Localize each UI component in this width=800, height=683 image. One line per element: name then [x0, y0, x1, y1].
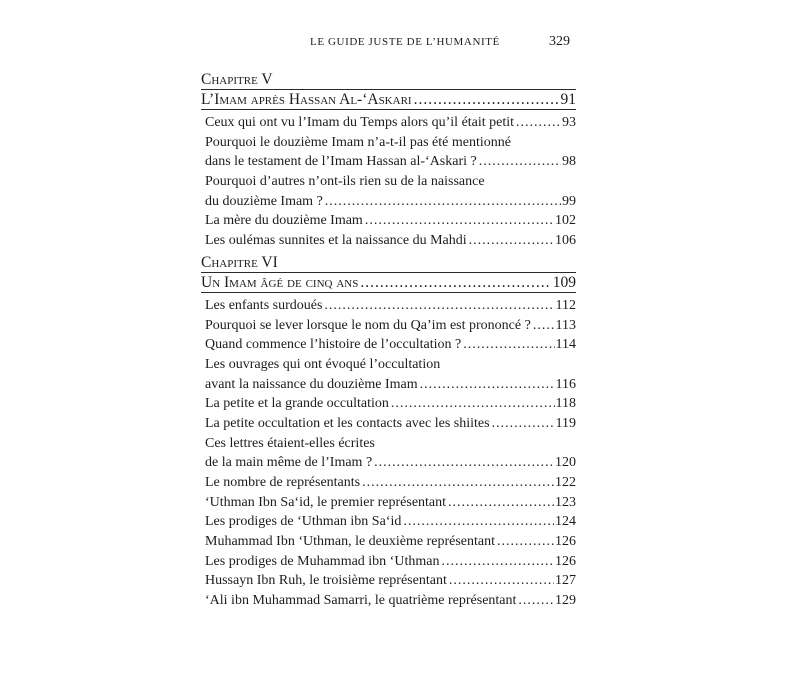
toc-entry-text: Le nombre de représentants: [205, 475, 361, 490]
toc-entry: [201, 394, 576, 414]
toc-entry: [201, 434, 576, 473]
toc-entry-page-number: 116: [555, 376, 576, 392]
toc-entry-line: [205, 192, 576, 212]
toc-entry-text: avant la naissance du douzième Imam: [205, 376, 418, 392]
dot-leader: [518, 591, 554, 611]
toc-entry-text: Hussayn Ibn Ruh, le troisième représentant: [205, 573, 447, 589]
dot-leader: [469, 231, 554, 251]
toc-entry-text: Les ouvrages qui ont évoqué l’occultation: [205, 356, 441, 372]
dot-leader: [492, 414, 555, 434]
toc-entry-page-number: 126: [555, 553, 576, 569]
chapter-title: [201, 89, 576, 110]
toc-entry-page-number: 99: [562, 193, 576, 209]
toc-entry: [201, 113, 576, 133]
toc-entry-page-number: 123: [555, 494, 576, 510]
toc-entry-page-number: 112: [555, 297, 576, 313]
toc-entry-text: La petite et la grande occultation: [205, 396, 389, 412]
toc-entry-line: [205, 414, 576, 434]
chapter-page-number: 91: [560, 91, 576, 108]
toc-entry-page-number: 98: [562, 154, 576, 170]
toc-entry-page-number: 129: [555, 593, 576, 609]
dot-leader: [362, 473, 554, 493]
dot-leader: [441, 552, 554, 572]
toc-entry-page-number: 114: [555, 337, 576, 353]
toc-entry-line: [205, 355, 576, 375]
dot-leader: [365, 211, 554, 231]
toc-entry-text: de la main même de l’Imam ?: [205, 455, 373, 471]
toc-entry-text: Ces lettres étaient-elles écrites: [205, 435, 375, 451]
dot-leader: [403, 512, 554, 532]
chapter-title: [201, 272, 576, 293]
toc-entry-line: [205, 172, 576, 192]
toc-entry-text: Pourquoi se lever lorsque le nom du Qa’im est prononcé ?: [205, 317, 531, 333]
dot-leader: [448, 493, 554, 513]
toc-entry-page-number: 113: [555, 317, 576, 333]
toc-entry-text: du douzième Imam ?: [205, 193, 323, 209]
toc-entry-line: [205, 316, 576, 336]
toc-entry-line: [205, 571, 576, 591]
toc-entry: [201, 532, 576, 552]
toc-entry-text: La petite occultation et les contacts avec les shiites: [205, 415, 490, 431]
toc-entry-text: Les enfants surdoués: [205, 297, 323, 313]
chapter-label: Chapitre V: [201, 71, 273, 88]
dot-leader: [533, 316, 555, 336]
toc-entry-page-number: 126: [555, 534, 576, 550]
toc-entry: [201, 571, 576, 591]
toc-entry-text: La mère du douzième Imam: [205, 213, 363, 229]
chapter-page-number: 109: [552, 273, 576, 291]
toc-entry-text: Les oulémas sunnites et la naissance du Mahdi: [205, 233, 467, 249]
toc-entry: [201, 473, 576, 493]
dot-leader: [325, 192, 561, 212]
toc-entry: [201, 493, 576, 513]
chapter-title-text: L’Imam après Hassan Al-‘Askari: [201, 91, 412, 108]
toc-entry: [201, 552, 576, 572]
toc-entry-text: Quand commence l’histoire de l’occultation ?: [205, 337, 462, 353]
toc-entry-line: [205, 375, 576, 395]
toc-entry: [201, 355, 576, 394]
toc-entry-text: Les prodiges de ‘Uthman ibn Sa‘id: [205, 514, 402, 530]
chapter-label: Chapitre VI: [201, 253, 278, 271]
toc-entry-line: [205, 152, 576, 172]
toc-entry-page-number: 118: [555, 396, 576, 412]
running-title: LE GUIDE JUSTE DE L’HUMANITÉ: [310, 36, 500, 48]
toc-entry: [201, 512, 576, 532]
toc-entry: [201, 316, 576, 336]
page-number: 329: [549, 34, 570, 49]
dot-leader: [479, 152, 561, 172]
table-of-contents: [201, 71, 576, 611]
toc-entry-text: Muhammad Ibn ‘Uthman, le deuxième représentant: [205, 534, 496, 550]
dot-leader: [374, 453, 554, 473]
dot-leader: [360, 273, 549, 292]
toc-entry-text: Les prodiges de Muhammad ibn ‘Uthman: [205, 553, 440, 569]
toc-entry: [201, 335, 576, 355]
dot-leader: [449, 571, 554, 591]
toc-entry-page-number: 124: [555, 514, 576, 530]
toc-entry-line: [205, 493, 576, 513]
toc-entry-page-number: 120: [555, 455, 576, 471]
dot-leader: [391, 394, 555, 414]
toc-entry-text: dans le testament de l’Imam Hassan al-‘Askari ?: [205, 154, 477, 170]
toc-entry-line: [205, 512, 576, 532]
toc-entry-page-number: 119: [555, 415, 576, 431]
toc-entry-text: Pourquoi le douzième Imam n’a-t-il pas été mentionné: [205, 134, 511, 150]
toc-entry-line: [205, 552, 576, 572]
dot-leader: [516, 113, 561, 133]
toc-entry-line: [205, 591, 576, 611]
toc-entry-line: [205, 532, 576, 552]
dot-leader: [497, 532, 554, 552]
toc-entry: [201, 231, 576, 251]
dot-leader: [324, 296, 554, 316]
toc-entry: [201, 133, 576, 172]
dot-leader: [420, 375, 555, 395]
chapter-title-text: Un Imam âgé de cinq ans: [201, 273, 359, 291]
toc-entry-line: [205, 335, 576, 355]
toc-entry-line: [205, 296, 576, 316]
toc-entry-text: Pourquoi d’autres n’ont-ils rien su de la naissance: [205, 174, 485, 190]
toc-entry-line: [205, 231, 576, 251]
toc-entry: [201, 414, 576, 434]
toc-entry: [201, 296, 576, 316]
toc-entry: [201, 211, 576, 231]
toc-entry-page-number: 102: [555, 213, 576, 229]
toc-entry-line: [205, 133, 576, 153]
toc-entry-page-number: 127: [555, 573, 576, 589]
toc-entry-line: [205, 211, 576, 231]
toc-entry-page-number: 106: [555, 233, 576, 249]
toc-entry-text: ‘Ali ibn Muhammad Samarri, le quatrième représentant: [205, 593, 517, 609]
toc-entry: [201, 591, 576, 611]
toc-entry-line: [205, 453, 576, 473]
dot-leader: [463, 335, 554, 355]
toc-entry-line: [205, 113, 576, 133]
dot-leader: [414, 90, 558, 109]
toc-entry-line: [205, 434, 576, 454]
toc-entry-page-number: 122: [555, 475, 576, 490]
toc-entry-page-number: 93: [562, 115, 576, 130]
toc-entry-text: ‘Uthman Ibn Sa‘id, le premier représentant: [205, 494, 447, 510]
toc-entry: [201, 172, 576, 211]
toc-entry-line: [205, 394, 576, 414]
toc-entry-line: [205, 473, 576, 493]
toc-entry-text: Ceux qui ont vu l’Imam du Temps alors qu’il était petit: [205, 115, 515, 130]
